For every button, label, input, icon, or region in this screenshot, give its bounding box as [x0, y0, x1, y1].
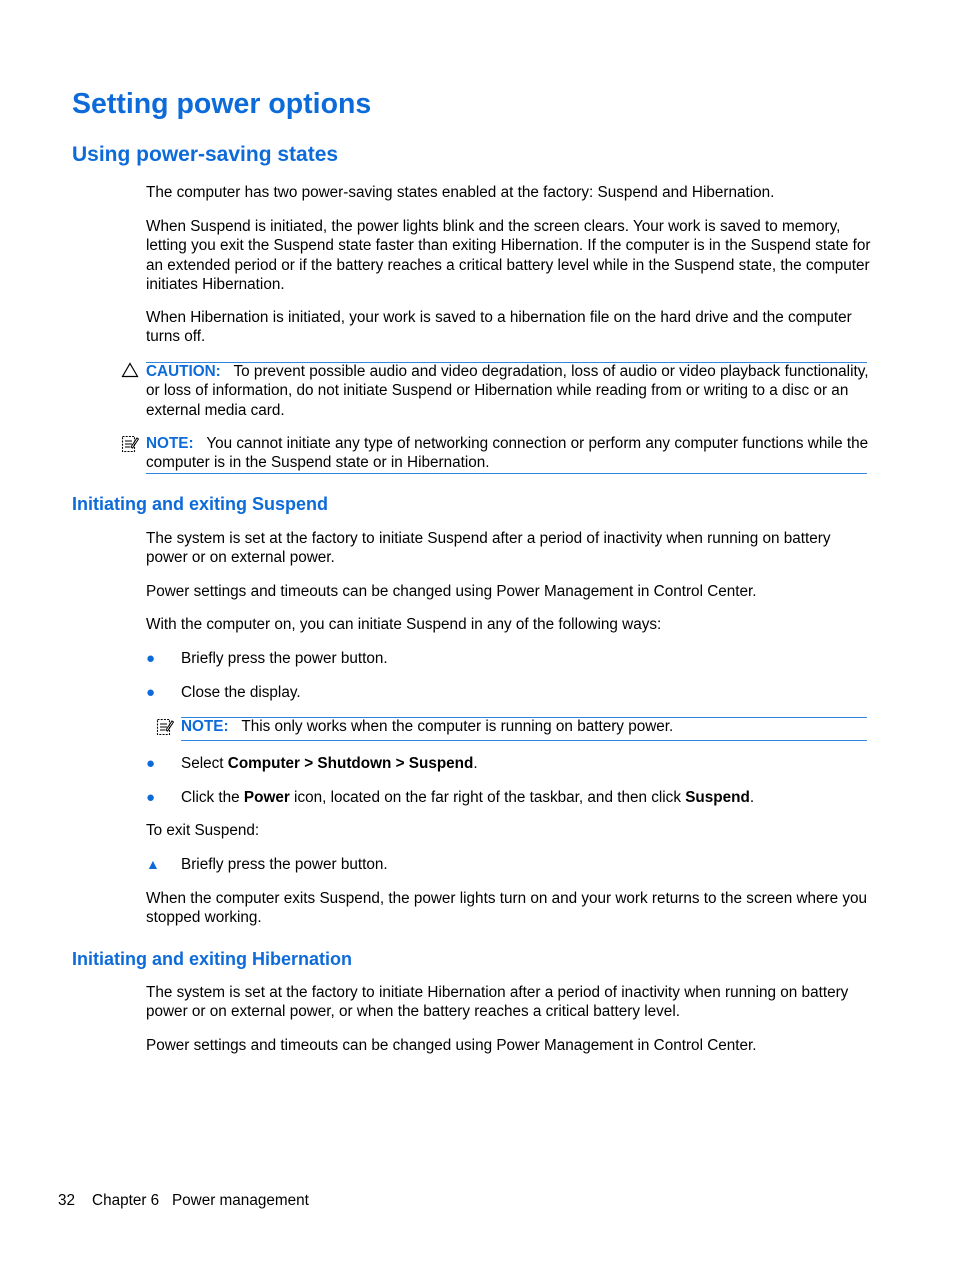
- paragraph: The system is set at the factory to initiate Suspend after a period of inactivity when running on battery power or on external power.: [146, 530, 831, 567]
- suspend-term: Suspend: [685, 789, 750, 806]
- list-item-text: .: [473, 755, 478, 772]
- chapter-title: Power management: [171, 1192, 309, 1209]
- list-item-text: .: [749, 789, 755, 806]
- list-item-text: icon, located on the far right of the taskbar, and then click: [289, 789, 686, 806]
- bullet-dot-icon: ●: [146, 650, 156, 667]
- caution-text: To prevent possible audio and video degradation, loss of audio or video playback functionality, or loss of information, do not initiate Suspend or Hibernation while reading from or writing to a disc or an external media card.: [146, 363, 869, 419]
- paragraph: The system is set at the factory to initiate Hibernation after a period of inactivity when running on battery power or on external power, or when the battery reaches a critical battery level.: [146, 984, 849, 1021]
- note-text: You cannot initiate any type of networking connection or perform any computer functions while the computer is in the Suspend state or in Hibernation.: [146, 435, 869, 472]
- note-pad-icon: [156, 717, 174, 737]
- inner-note-text-block: [181, 717, 871, 736]
- menu-path: Computer > Shutdown > Suspend: [227, 755, 474, 772]
- list-item: Close the display.: [181, 684, 301, 701]
- chapter-label: Chapter 6: [92, 1192, 160, 1209]
- section-heading-suspend: Initiating and exiting Suspend: [72, 494, 329, 514]
- note-label: NOTE:: [181, 718, 229, 735]
- step-triangle-icon: ▲: [146, 856, 160, 872]
- step-item: Briefly press the power button.: [181, 856, 388, 873]
- bullet-dot-icon: ●: [146, 755, 156, 772]
- caution-triangle-icon: [121, 362, 139, 378]
- page-footer: [58, 1192, 309, 1210]
- paragraph: Power settings and timeouts can be changed using Power Management in Control Center.: [146, 583, 757, 600]
- paragraph: When Hibernation is initiated, your work is saved to a hibernation file on the hard drive and the computer turns off.: [146, 309, 852, 346]
- page-title: Setting power options: [72, 88, 372, 120]
- paragraph: When Suspend is initiated, the power lights blink and the screen clears. Your work is saved to memory, letting you exit the Suspend state faster than exiting Hibernation. If the computer is in the Suspend state for an extended period or if the battery reaches a critical battery level while in the Suspend state, the computer initiates Hibernation.: [146, 218, 871, 294]
- note-pad-icon: [121, 434, 139, 454]
- list-item: Briefly press the power button.: [181, 650, 388, 667]
- list-item: [181, 754, 871, 773]
- paragraph: To exit Suspend:: [146, 822, 260, 839]
- note-bottom-rule: [146, 473, 867, 474]
- paragraph: When the computer exits Suspend, the power lights turn on and your work returns to the screen where you stopped working.: [146, 890, 868, 927]
- caution-label: CAUTION:: [146, 363, 221, 380]
- list-item-text: Click the: [181, 789, 244, 806]
- caution-text-block: [146, 362, 871, 420]
- page-number: 32: [58, 1192, 76, 1209]
- bullet-dot-icon: ●: [146, 789, 156, 806]
- inner-note-bottom-rule: [181, 740, 867, 741]
- paragraph: Power settings and timeouts can be changed using Power Management in Control Center.: [146, 1037, 757, 1054]
- note-text-block: [146, 434, 871, 473]
- list-item: [181, 788, 871, 807]
- power-term: Power: [243, 789, 290, 806]
- note-text: This only works when the computer is running on battery power.: [241, 718, 674, 735]
- section-heading-hibernation: Initiating and exiting Hibernation: [72, 949, 353, 969]
- list-item-text: Select: [181, 755, 228, 772]
- bullet-dot-icon: ●: [146, 684, 156, 701]
- section-heading-power-saving: Using power-saving states: [72, 143, 339, 166]
- paragraph: The computer has two power-saving states enabled at the factory: Suspend and Hibernation.: [146, 184, 775, 201]
- paragraph: With the computer on, you can initiate Suspend in any of the following ways:: [146, 616, 662, 633]
- note-label: NOTE:: [146, 435, 194, 452]
